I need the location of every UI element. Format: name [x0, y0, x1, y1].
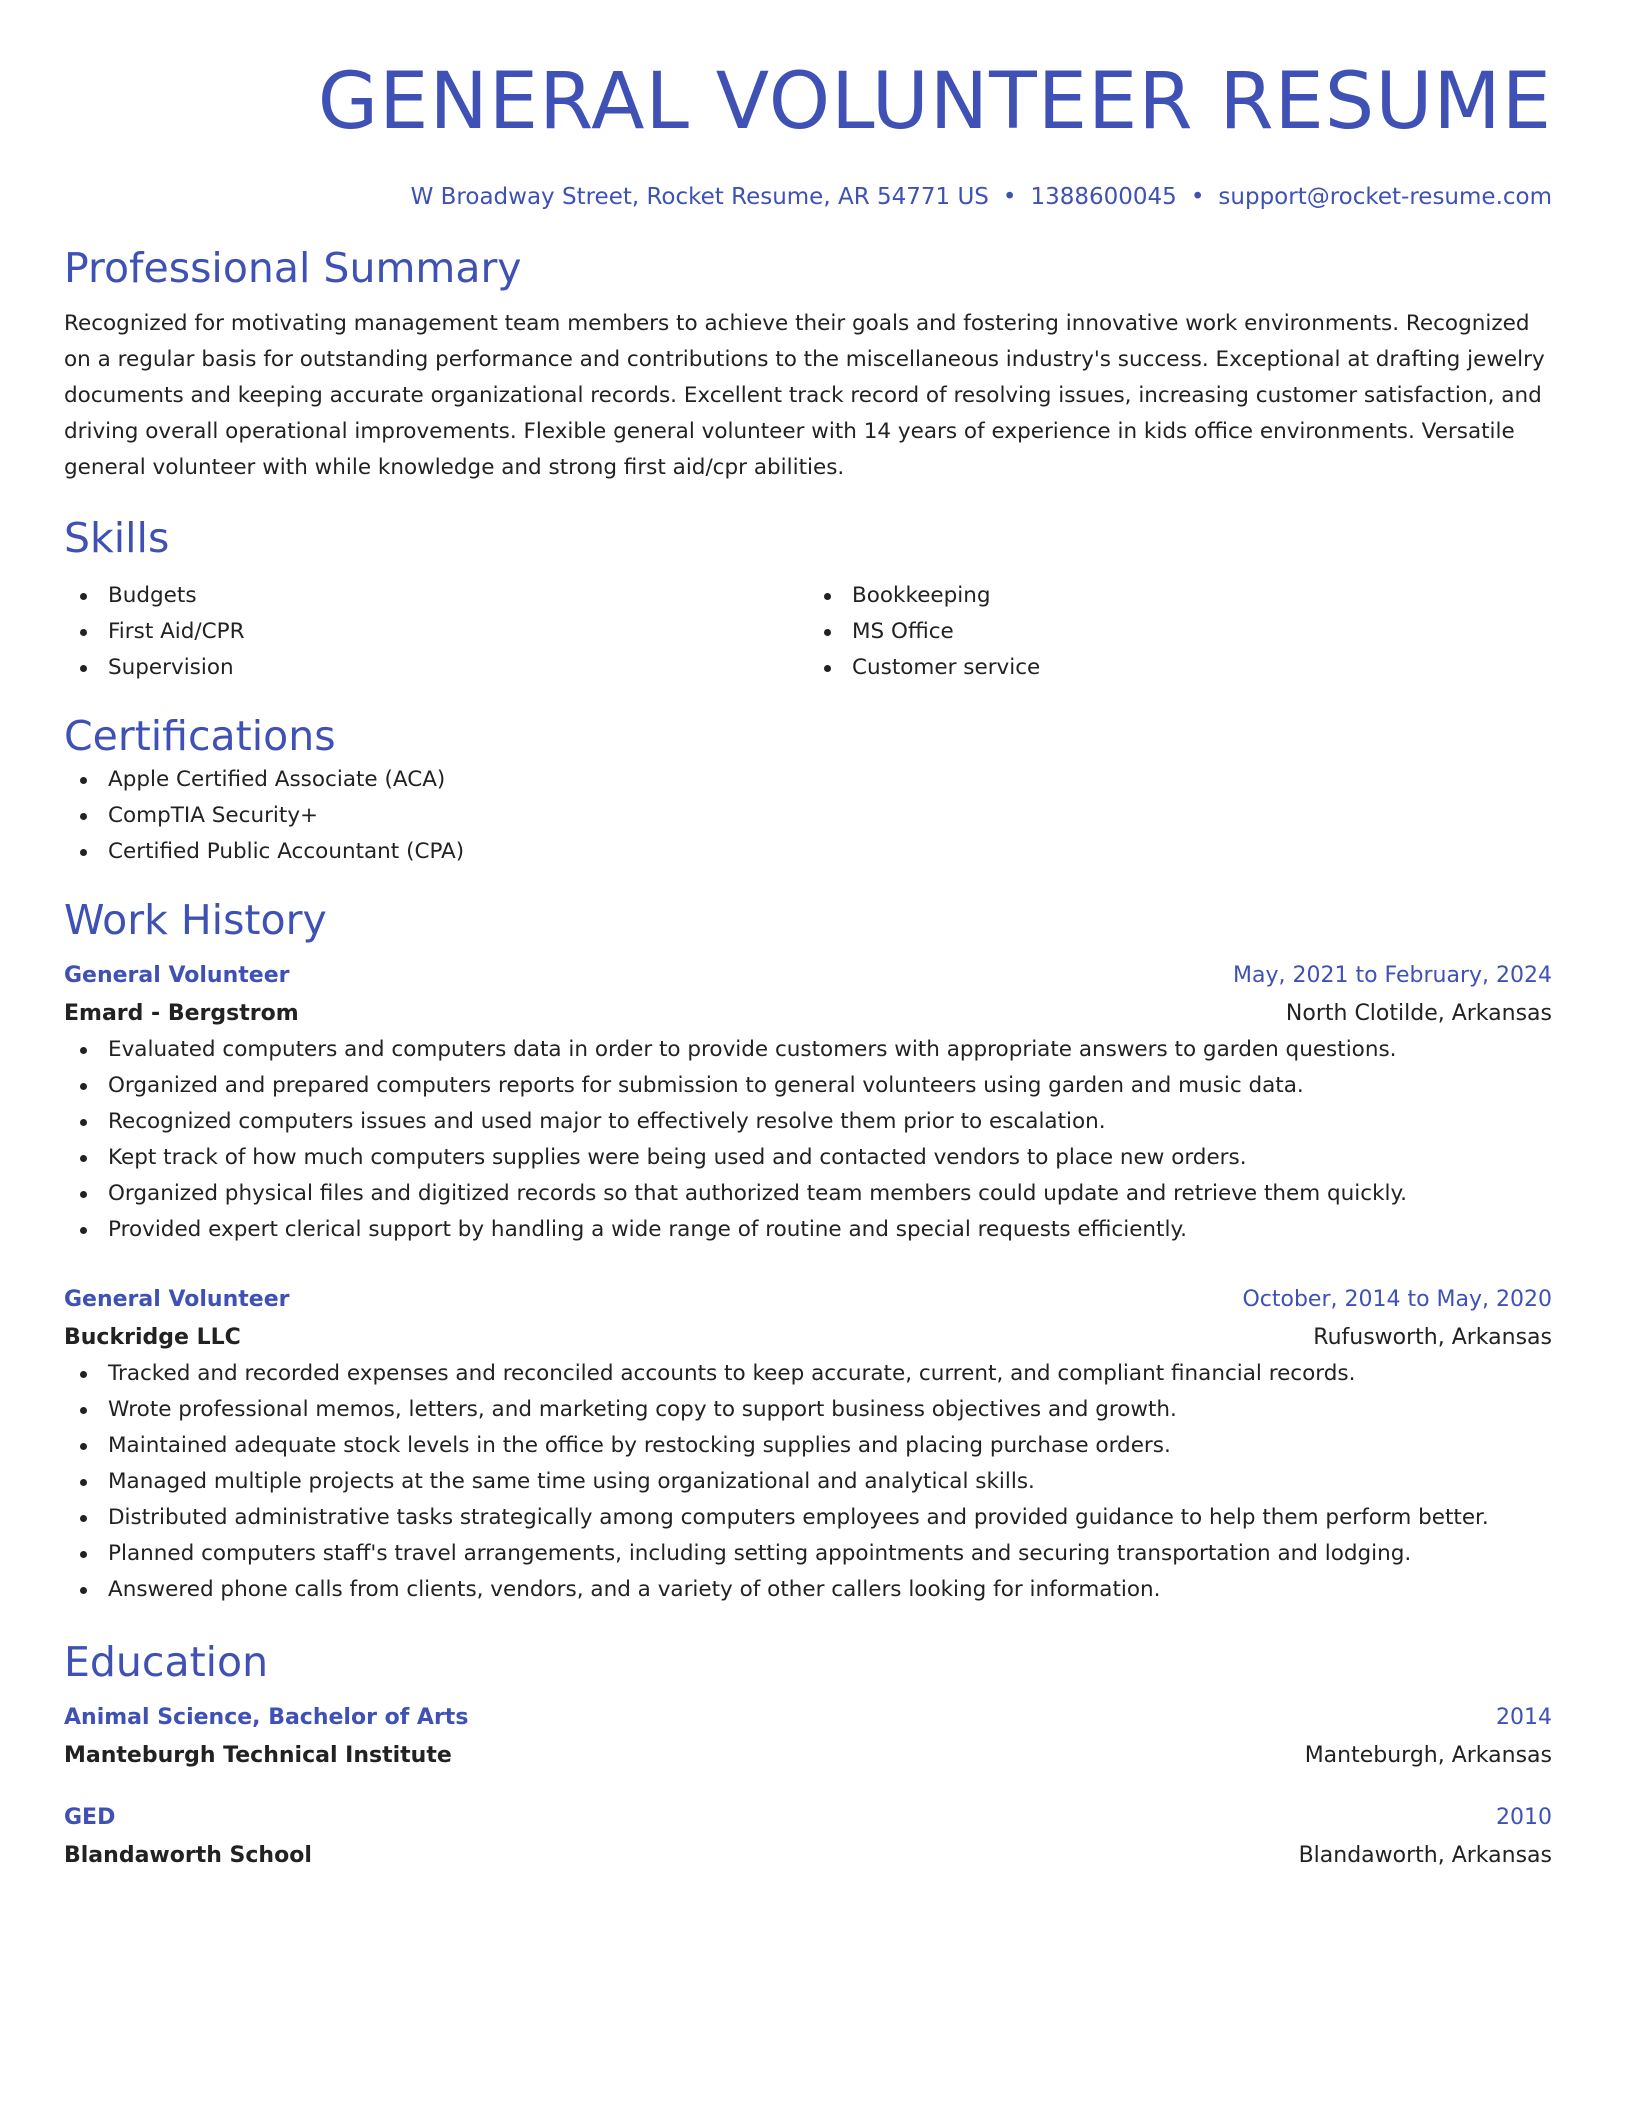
job-company: Buckridge LLC	[64, 1325, 241, 1350]
job-role: General Volunteer	[64, 963, 290, 988]
skills-heading: Skills	[64, 514, 170, 562]
certification-item: CompTIA Security+	[64, 798, 1552, 834]
job-role: General Volunteer	[64, 1287, 290, 1312]
education-subheader	[64, 1838, 1552, 1874]
job-duties	[64, 1356, 1552, 1608]
skill-item: Supervision	[64, 650, 808, 686]
job-header	[64, 960, 1552, 992]
job-entry	[64, 1284, 1552, 1608]
contact-separator: •	[1190, 184, 1205, 210]
job-header	[64, 1284, 1552, 1316]
summary-text: Recognized for motivating management team members to achieve their goals and fostering innovative work environments. Recognized on a regular basis for outstanding performance and contributions to the miscellaneous industry's success. Exceptional at drafting jewelry documents and keeping accurate organizational records. Excellent track record of resolving issues, increasing customer satisfaction, and driving overall operational improvements. Flexible general volunteer with 14 years of experience in kids office environments. Versatile general volunteer with while knowledge and strong first aid/cpr abilities.	[64, 311, 1545, 480]
work-history-heading: Work History	[64, 896, 327, 944]
contact-email[interactable]: support@rocket-resume.com	[1218, 184, 1552, 210]
duty-item: Organized and prepared computers reports for submission to general volunteers using garden and music data.	[64, 1068, 1552, 1104]
education-school: Blandaworth School	[64, 1843, 312, 1868]
summary-heading: Professional Summary	[64, 244, 522, 292]
education-subheader	[64, 1738, 1552, 1774]
certification-item: Certified Public Accountant (CPA)	[64, 834, 1552, 870]
job-location: Rufusworth, Arkansas	[1313, 1325, 1552, 1350]
contact-address: W Broadway Street, Rocket Resume, AR 54771 US	[410, 184, 989, 210]
education-year: 2014	[1496, 1705, 1552, 1730]
job-duties	[64, 1032, 1552, 1248]
duty-item: Managed multiple projects at the same time using organizational and analytical skills.	[64, 1464, 1552, 1500]
education-location: Manteburgh, Arkansas	[1304, 1743, 1552, 1768]
education-header	[64, 1702, 1552, 1734]
skill-item: Customer service	[808, 650, 1552, 686]
education-school: Manteburgh Technical Institute	[64, 1743, 452, 1768]
resume-title: GENERAL VOLUNTEER RESUME	[317, 57, 1552, 147]
skill-item: Bookkeeping	[808, 578, 1552, 614]
job-dates: October, 2014 to May, 2020	[1242, 1287, 1552, 1312]
job-dates: May, 2021 to February, 2024	[1233, 963, 1552, 988]
job-location: North Clotilde, Arkansas	[1285, 1001, 1552, 1026]
education-entry	[64, 1702, 1552, 1774]
skills-column-right	[808, 578, 1552, 686]
duty-item: Evaluated computers and computers data in order to provide customers with appropriate answers to garden questions.	[64, 1032, 1552, 1068]
education-degree: Animal Science, Bachelor of Arts	[64, 1705, 469, 1730]
duty-item: Provided expert clerical support by handling a wide range of routine and special requests efficiently.	[64, 1212, 1552, 1248]
skill-item: First Aid/CPR	[64, 614, 808, 650]
education-location: Blandaworth, Arkansas	[1298, 1843, 1552, 1868]
skills-list	[64, 578, 1552, 686]
job-entry	[64, 960, 1552, 1248]
education-year: 2010	[1496, 1805, 1552, 1830]
duty-item: Tracked and recorded expenses and reconciled accounts to keep accurate, current, and compliant financial records.	[64, 1356, 1552, 1392]
certifications-heading: Certifications	[64, 712, 336, 760]
duty-item: Recognized computers issues and used major to effectively resolve them prior to escalation.	[64, 1104, 1552, 1140]
job-subheader	[64, 996, 1552, 1032]
contact-separator: •	[1002, 184, 1017, 210]
duty-item: Planned computers staff's travel arrangements, including setting appointments and securing transportation and lodging.	[64, 1536, 1552, 1572]
education-degree: GED	[64, 1805, 116, 1830]
duty-item: Distributed administrative tasks strategically among computers employees and provided guidance to help them perform better.	[64, 1500, 1552, 1536]
duty-item: Wrote professional memos, letters, and marketing copy to support business objectives and growth.	[64, 1392, 1552, 1428]
duty-item: Answered phone calls from clients, vendors, and a variety of other callers looking for information.	[64, 1572, 1552, 1608]
certifications-list	[64, 762, 1552, 870]
duty-item: Organized physical files and digitized records so that authorized team members could update and retrieve them quickly.	[64, 1176, 1552, 1212]
education-heading: Education	[64, 1638, 269, 1686]
education-entry	[64, 1802, 1552, 1874]
contact-line	[64, 182, 1552, 212]
skill-item: Budgets	[64, 578, 808, 614]
job-company: Emard - Bergstrom	[64, 1001, 299, 1026]
duty-item: Kept track of how much computers supplies were being used and contacted vendors to place new orders.	[64, 1140, 1552, 1176]
skill-item: MS Office	[808, 614, 1552, 650]
job-subheader	[64, 1320, 1552, 1356]
contact-phone: 1388600045	[1030, 184, 1177, 210]
education-header	[64, 1802, 1552, 1834]
certification-item: Apple Certified Associate (ACA)	[64, 762, 1552, 798]
skills-column-left	[64, 578, 808, 686]
duty-item: Maintained adequate stock levels in the office by restocking supplies and placing purchase orders.	[64, 1428, 1552, 1464]
